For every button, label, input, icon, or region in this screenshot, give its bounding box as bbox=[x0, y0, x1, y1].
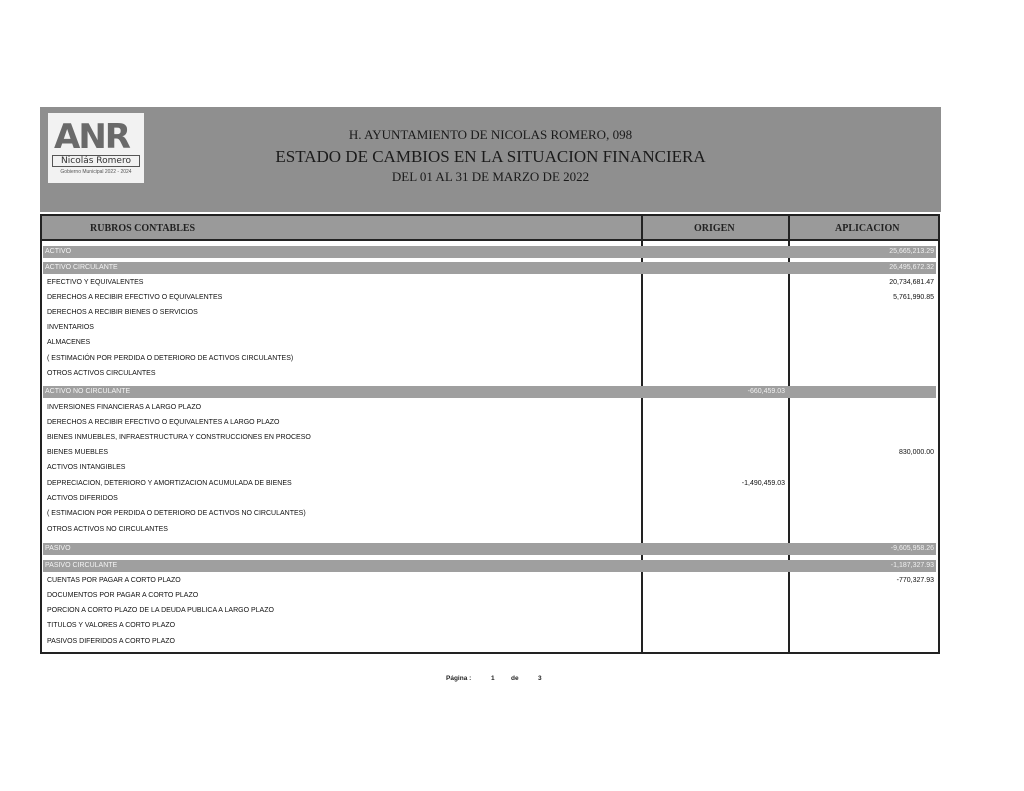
logo-tagline: Gobierno Municipal 2022 - 2024 bbox=[60, 169, 132, 175]
table-row bbox=[43, 417, 639, 429]
row-label: ACTIVOS DIFERIDOS bbox=[47, 495, 118, 502]
row-label: TITULOS Y VALORES A CORTO PLAZO bbox=[47, 622, 176, 629]
table-row bbox=[43, 636, 639, 648]
row-label: INVERSIONES FINANCIERAS A LARGO PLAZO bbox=[47, 404, 202, 411]
table-row bbox=[43, 605, 639, 617]
table-row bbox=[43, 462, 639, 474]
table-row bbox=[43, 337, 639, 349]
table-row bbox=[43, 447, 639, 459]
table-row bbox=[43, 508, 639, 520]
table-row bbox=[43, 292, 639, 304]
row-label: ACTIVO bbox=[45, 248, 72, 255]
row-label: BIENES INMUEBLES, INFRAESTRUCTURA Y CONSTRUCCIONES EN PROCESO bbox=[47, 434, 311, 441]
row-label: PASIVOS DIFERIDOS A CORTO PLAZO bbox=[47, 638, 175, 645]
row-label: PORCION A CORTO PLAZO DE LA DEUDA PUBLICA A LARGO PLAZO bbox=[47, 607, 274, 614]
table-row bbox=[43, 524, 639, 536]
row-label: DEPRECIACION, DETERIORO Y AMORTIZACION ACUMULADA DE BIENES bbox=[47, 480, 292, 487]
page-current: 1 bbox=[491, 675, 495, 682]
row-label: ( ESTIMACIÓN POR PERDIDA O DETERIORO DE ACTIVOS CIRCULANTES) bbox=[47, 355, 294, 362]
table-row bbox=[43, 575, 639, 587]
row-label: EFECTIVO Y EQUIVALENTES bbox=[47, 279, 144, 286]
origen-value: -1,490,459.03 bbox=[741, 480, 785, 487]
entity-name: H. AYUNTAMIENTO DE NICOLAS ROMERO, 098 bbox=[348, 127, 633, 142]
table-row bbox=[43, 432, 639, 444]
aplicacion-value: -9,605,958.26 bbox=[890, 545, 934, 552]
logo-subtitle: Nicolás Romero bbox=[52, 155, 140, 167]
row-label: ACTIVO CIRCULANTE bbox=[45, 264, 118, 271]
table-row bbox=[43, 493, 639, 505]
row-label: DERECHOS A RECIBIR EFECTIVO O EQUIVALENTES A LARGO PLAZO bbox=[47, 419, 280, 426]
table-row bbox=[43, 402, 639, 414]
column-header-aplicacion: APLICACION bbox=[835, 223, 900, 234]
aplicacion-value: 20,734,681.47 bbox=[889, 279, 934, 286]
row-label: ACTIVO NO CIRCULANTE bbox=[45, 388, 131, 395]
column-header-origen: ORIGEN bbox=[694, 223, 735, 234]
report-title: ESTADO DE CAMBIOS EN LA SITUACION FINANCIERA bbox=[275, 147, 706, 166]
origen-value: -660,459.03 bbox=[747, 388, 785, 395]
column-header-rubros: RUBROS CONTABLES bbox=[90, 223, 196, 234]
aplicacion-value: -1,187,327.93 bbox=[890, 562, 934, 569]
page-of-label: de bbox=[511, 675, 519, 682]
logo-mark: ANR bbox=[54, 117, 129, 157]
table-row bbox=[43, 620, 639, 632]
table-row bbox=[43, 478, 639, 490]
section-row bbox=[43, 386, 936, 398]
aplicacion-value: -770,327.93 bbox=[896, 577, 934, 584]
table-row bbox=[43, 590, 639, 602]
row-label: OTROS ACTIVOS NO CIRCULANTES bbox=[47, 526, 168, 533]
row-label: OTROS ACTIVOS CIRCULANTES bbox=[47, 370, 156, 377]
aplicacion-value: 25,665,213.29 bbox=[889, 248, 934, 255]
table-row bbox=[43, 368, 639, 380]
header-banner bbox=[40, 107, 941, 212]
table-row bbox=[43, 322, 639, 334]
table-row bbox=[43, 307, 639, 319]
aplicacion-value: 5,761,990.85 bbox=[893, 294, 934, 301]
row-label: DOCUMENTOS POR PAGAR A CORTO PLAZO bbox=[47, 592, 199, 599]
row-label: INVENTARIOS bbox=[47, 324, 94, 331]
page-label: Página : bbox=[446, 675, 472, 682]
row-label: CUENTAS POR PAGAR A CORTO PLAZO bbox=[47, 577, 181, 584]
page-total: 3 bbox=[538, 675, 542, 682]
row-label: DERECHOS A RECIBIR BIENES O SERVICIOS bbox=[47, 309, 198, 316]
table-row bbox=[43, 277, 639, 289]
row-label: PASIVO bbox=[45, 545, 71, 552]
row-label: ( ESTIMACION POR PERDIDA O DETERIORO DE ACTIVOS NO CIRCULANTES) bbox=[47, 510, 306, 517]
row-label: DERECHOS A RECIBIR EFECTIVO O EQUIVALENTES bbox=[47, 294, 223, 301]
column-divider bbox=[641, 214, 643, 654]
table-row bbox=[43, 353, 639, 365]
table-header bbox=[40, 214, 940, 241]
report-period: DEL 01 AL 31 DE MARZO DE 2022 bbox=[391, 169, 590, 184]
aplicacion-value: 26,495,672.32 bbox=[889, 264, 934, 271]
aplicacion-value: 830,000.00 bbox=[898, 449, 934, 456]
row-label: ACTIVOS INTANGIBLES bbox=[47, 464, 126, 471]
row-label: PASIVO CIRCULANTE bbox=[45, 562, 118, 569]
row-label: BIENES MUEBLES bbox=[47, 449, 109, 456]
column-divider bbox=[788, 214, 790, 654]
row-label: ALMACENES bbox=[47, 339, 91, 346]
